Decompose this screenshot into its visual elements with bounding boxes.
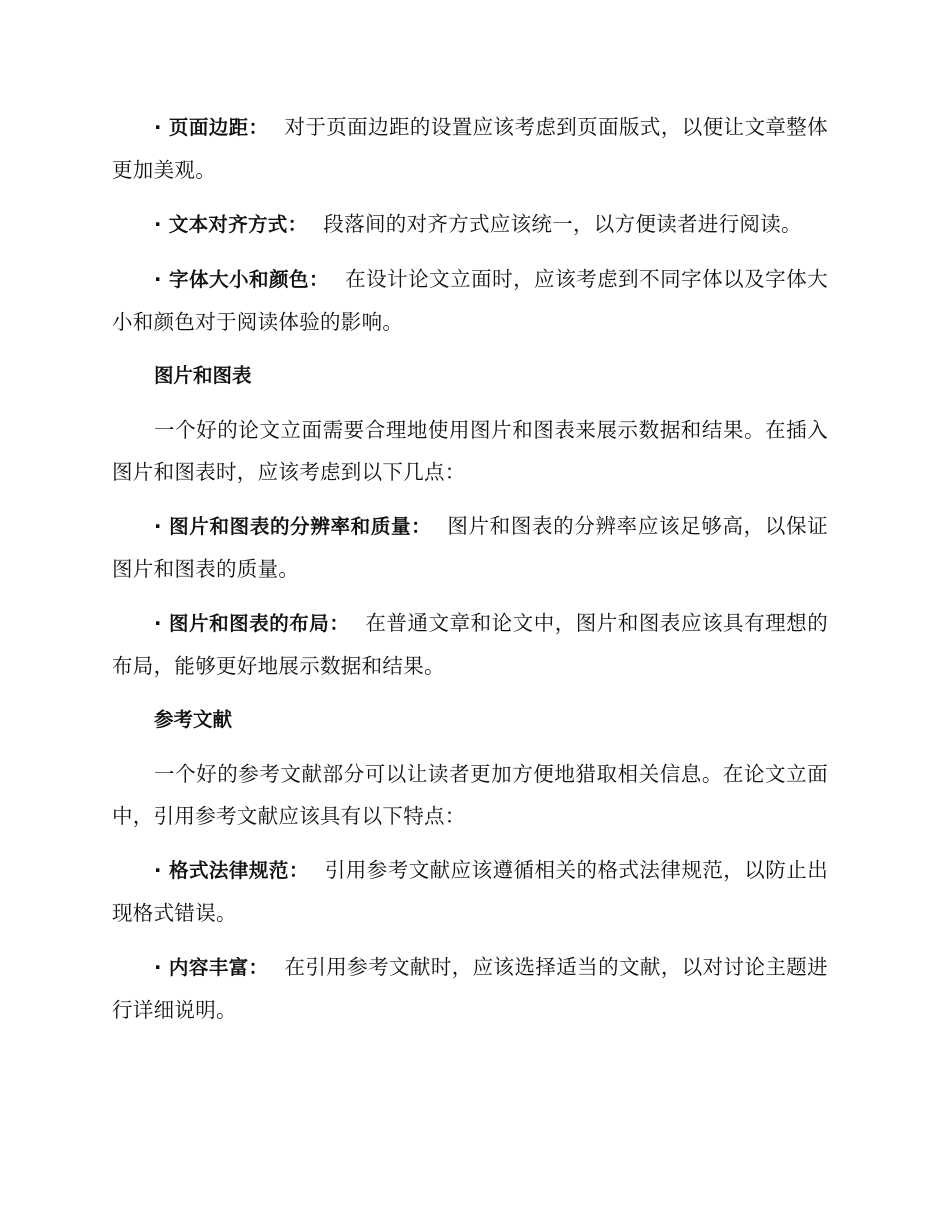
bullet-figure-resolution [112,505,828,590]
bullet-label: · 格式法律规范： [154,859,309,882]
document-page [112,106,828,1031]
bullet-text: 对于页面边距的设置应该考虑到页面版式，以便让文章整体更加美观。 [112,115,828,182]
bullet-label: · 页面边距： [154,116,269,139]
bullet-label: · 图片和图表的布局： [154,612,350,635]
bullet-label: · 文本对齐方式： [154,213,308,236]
bullet-content-rich [112,946,828,1031]
bullet-label: · 内容丰富： [154,956,269,979]
section-heading-figures: 图片和图表 [154,364,252,387]
bullet-font-size-color [112,258,828,343]
bullet-label: · 字体大小和颜色： [154,268,330,291]
bullet-text: 图片和图表的分辨率应该足够高，以保证图片和图表的质量。 [112,514,828,581]
bullet-text-alignment [112,203,828,246]
section-heading-references: 参考文献 [154,708,233,731]
bullet-label: · 图片和图表的分辨率和质量： [154,515,432,538]
paragraph-references-intro: 一个好的参考文献部分可以让读者更加方便地猎取相关信息。在论文立面中，引用参考文献应该具有以下特点： [112,762,828,828]
bullet-figure-layout [112,602,828,687]
bullet-format-standard [112,849,828,934]
bullet-text: 在设计论文立面时，应该考虑到不同字体以及字体大小和颜色对于阅读体验的影响。 [112,267,828,334]
bullet-text: 段落间的对齐方式应该统一，以方便读者进行阅读。 [323,212,802,236]
bullet-page-margin [112,106,828,191]
bullet-text: 在引用参考文献时，应该选择适当的文献，以对讨论主题进行详细说明。 [112,955,828,1022]
paragraph-figures-intro: 一个好的论文立面需要合理地使用图片和图表来展示数据和结果。在插入图片和图表时，应该考虑到以下几点： [112,418,828,484]
bullet-text: 引用参考文献应该遵循相关的格式法律规范，以防止出现格式错误。 [112,858,828,925]
bullet-text: 在普通文章和论文中，图片和图表应该具有理想的布局，能够更好地展示数据和结果。 [112,611,828,678]
